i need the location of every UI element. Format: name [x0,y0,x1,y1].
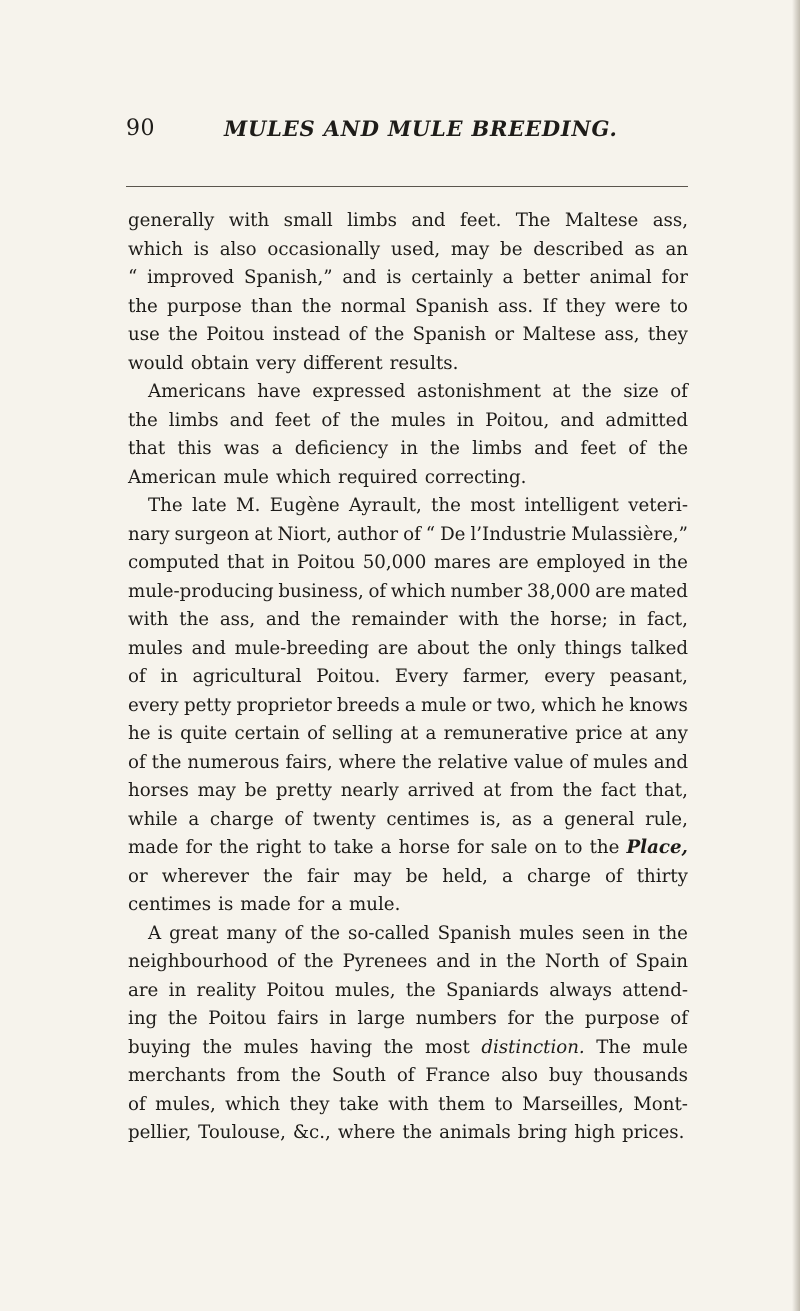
text-line: centimes is made for a mule. [128,894,401,915]
text-line: with the ass, and the remainder with the horse; in fact, [128,609,688,630]
text-line: while a charge of twenty centimes is, as a general rule, [128,808,688,830]
text-line: that this was a deficiency in the limbs and feet of the [128,438,688,459]
text-line: or wherever the fair may be held, a charge of thirty [128,865,688,887]
text-line: generally with small limbs and feet. The Maltese ass, [128,210,688,231]
text-line: computed that in Poitou 50,000 mares are employed in the [128,552,688,573]
text-line: “ improved Spanish,” and is certainly a better animal for [128,267,688,288]
text-line: The late M. Eugène Ayrault, the most intelligent veteri- [148,495,688,516]
text-line: are in reality Poitou mules, the Spaniards always attend- [128,979,688,1001]
text-line: of mules, which they take with them to Marseilles, Mont- [128,1093,688,1115]
text-line: the purpose than the normal Spanish ass. If they were to [128,295,688,317]
text-line: A great many of the so-called Spanish mules seen in the [148,922,688,944]
text-line: use the Poitou instead of the Spanish or Maltese ass, they [128,324,688,345]
text-line: American mule which required correcting. [128,466,527,488]
text-line: would obtain very different results. [128,352,459,374]
text-line: every petty proprietor breeds a mule or two, which he knows [128,694,688,716]
page-edge-shadow [792,0,800,1311]
text-line: the limbs and feet of the mules in Poitou, and admitted [128,409,688,431]
body-text [128,207,688,1148]
text-line: nary surgeon at Niort, author of “ De l’Industrie Mulassière,” [128,523,688,545]
text-line: Americans have expressed astonishment at the size of [148,381,688,402]
running-title: MULES AND MULE BREEDING. [224,116,618,141]
text-line: neighbourhood of the Pyrenees and in the North of Spain [128,951,688,972]
text-line: of in agricultural Poitou. Every farmer, every peasant, [128,666,688,687]
text-line: merchants from the South of France also buy thousands [128,1065,688,1086]
text-line: which is also occasionally used, may be described as an [128,238,688,260]
text-line: buying the mules having the most distinction. The mule [128,1036,688,1058]
text-line: mules and mule-breeding are about the only things talked [128,637,688,659]
text-line: ing the Poitou fairs in large numbers for the purpose of [128,1008,688,1029]
page-header [126,116,686,152]
text-line: pellier, Toulouse, &c., where the animals bring high prices. [128,1122,685,1143]
text-line: horses may be pretty nearly arrived at from the fact that, [128,780,688,801]
text-line: of the numerous fairs, where the relative value of mules and [128,751,688,773]
text-line: he is quite certain of selling at a remunerative price at any [128,723,688,744]
text-line: made for the right to take a horse for sale on to the Place, [128,837,688,858]
page-number: 90 [126,116,155,141]
text-line: mule-producing business, of which number 38,000 are mated [128,580,688,602]
header-rule [126,186,688,187]
